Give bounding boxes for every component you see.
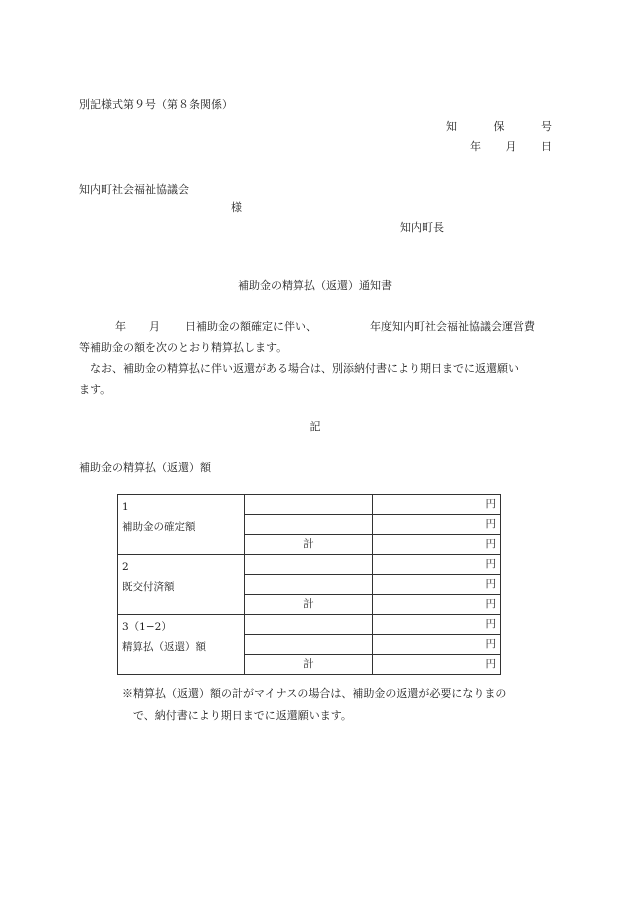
group-label-2	[118, 555, 245, 615]
total-label: 計	[245, 535, 373, 555]
section-title: 補助金の精算払（返還）額	[79, 461, 211, 474]
amount-cell: 円	[373, 595, 501, 615]
body-fiscal-year-text: 年度知内町社会福祉協議会運営費	[370, 320, 535, 333]
group-label-1	[118, 495, 245, 555]
doc-number-middle: 保	[493, 120, 505, 133]
body-month: 月	[149, 320, 160, 333]
group-number: 2	[122, 561, 129, 573]
body-day-text: 日補助金の額確定に伴い、	[185, 320, 317, 333]
doc-number-prefix: 知	[446, 120, 457, 133]
sub-label-cell	[245, 635, 373, 655]
addressee-honorific: 様	[231, 201, 242, 214]
sub-label-cell	[245, 555, 373, 575]
document-date	[470, 138, 552, 154]
body-year: 年	[115, 320, 126, 333]
document-title: 補助金の精算払（返還）通知書	[238, 279, 392, 292]
amount-cell: 円	[373, 515, 501, 535]
doc-number-suffix: 号	[541, 120, 552, 133]
body-line-3: なお、補助金の精算払に伴い返還がある場合は、別添納付書により期日までに返還願い	[90, 362, 519, 375]
footnote-line-1: ※精算払（返還）額の計がマイナスの場合は、補助金の返還が必要になりまの	[122, 687, 507, 700]
addressee-name: 知内町社会福祉協議会	[79, 183, 189, 196]
group-name: 補助金の確定額	[122, 521, 196, 533]
amount-cell: 円	[373, 535, 501, 555]
group-number: 3（1−2）	[122, 621, 172, 633]
amounts-table	[117, 494, 501, 675]
document-number	[446, 118, 552, 134]
body-line-1	[79, 316, 551, 337]
ki-heading: 記	[309, 420, 321, 433]
date-month: 月	[505, 140, 517, 153]
amount-cell: 円	[373, 635, 501, 655]
amount-cell: 円	[373, 495, 501, 515]
sub-label-cell	[245, 615, 373, 635]
total-label: 計	[245, 655, 373, 675]
body-line-2: 等補助金の額を次のとおり精算払します。	[79, 341, 288, 354]
amount-cell: 円	[373, 555, 501, 575]
group-label-3	[118, 615, 245, 675]
form-number: 別記様式第９号（第８条関係）	[79, 98, 233, 111]
sub-label-cell	[245, 575, 373, 595]
sub-label-cell	[245, 515, 373, 535]
date-day: 日	[541, 140, 552, 153]
table-row	[118, 615, 501, 635]
sub-label-cell	[245, 495, 373, 515]
amount-cell: 円	[373, 575, 501, 595]
body-text	[79, 316, 551, 400]
footnote-line-2: で、納付書により期日までに返還願います。	[133, 709, 352, 722]
amount-cell: 円	[373, 615, 501, 635]
table-row	[118, 495, 501, 515]
body-line-4: ます。	[79, 383, 112, 396]
sender-name: 知内町長	[400, 221, 444, 234]
group-number: 1	[122, 501, 129, 513]
group-name: 精算払（返還）額	[122, 641, 206, 653]
group-name: 既交付済額	[122, 581, 175, 593]
date-year: 年	[470, 140, 481, 153]
total-label: 計	[245, 595, 373, 615]
table-row	[118, 555, 501, 575]
amount-cell: 円	[373, 655, 501, 675]
footnote	[122, 683, 542, 727]
